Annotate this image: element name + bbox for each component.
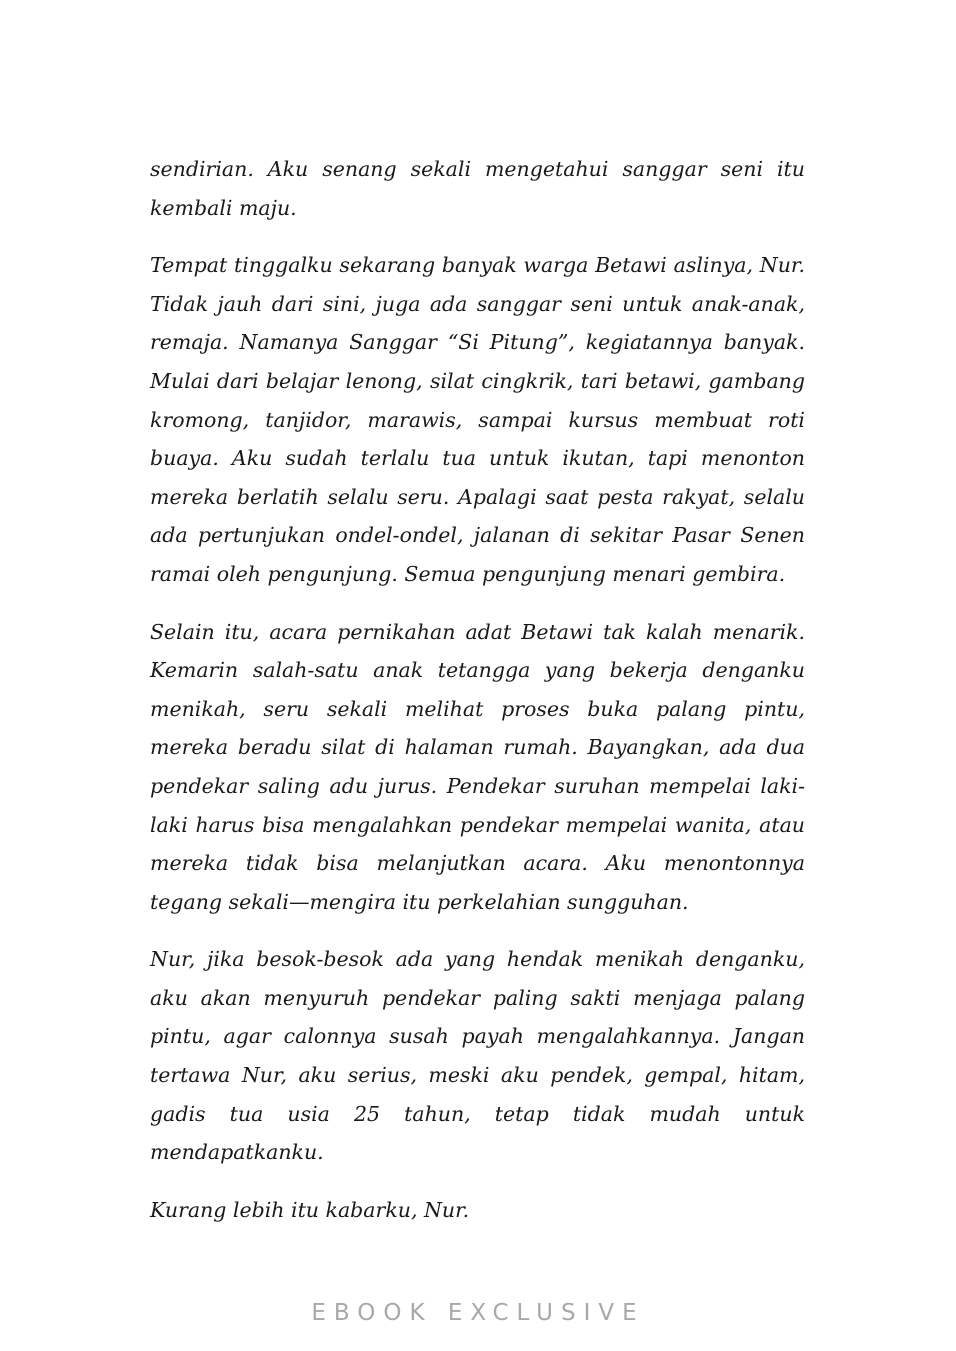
paragraph-4: Nur, jika besok-besok ada yang hendak menikah denganku, aku akan menyuruh pendekar paling sakti menjaga palang pintu, agar calonnya susah payah mengalahkannya. Jangan tertawa Nur, aku serius, meski aku pendek, gempal, hitam, gadis tua usia 25 tahun, tetap tidak mudah untuk mendapatkanku. — [150, 947, 805, 1165]
paragraph-2: Tempat tinggalku sekarang banyak warga Betawi aslinya, Nur. Tidak jauh dari sini, juga ada sanggar seni untuk anak-anak, remaja. Namanya Sanggar “Si Pitung”, kegiatannya banyak. Mulai dari belajar lenong, silat cingkrik, tari betawi, gambang kromong, tanjidor, marawis, sampai kursus membuat roti buaya. Aku sudah terlalu tua untuk ikutan, tapi menonton mereka berlatih selalu seru. Apalagi saat pesta rakyat, selalu ada pertunjukan ondel-ondel, jalanan di sekitar Pasar Senen ramai oleh pengunjung. Semua pengunjung menari gembira. — [150, 253, 805, 586]
paragraph-1: sendirian. Aku senang sekali mengetahui sanggar seni itu kembali maju. — [150, 157, 805, 220]
paragraph-5: Kurang lebih itu kabarku, Nur. — [150, 1197, 470, 1222]
paragraph-3: Selain itu, acara pernikahan adat Betawi tak kalah menarik. Kemarin salah-satu anak tetangga yang bekerja denganku menikah, seru sekali melihat proses buka palang pintu, mereka beradu silat di halaman rumah. Bayangkan, ada dua pendekar saling adu jurus. Pendekar suruhan mempelai laki-laki harus bisa mengalahkan pendekar mempelai wanita, atau mereka tidak bisa melanjutkan acara. Aku menontonnya tegang sekali—mengira itu perkelahian sungguhan. — [150, 619, 805, 914]
page-body — [150, 150, 805, 1248]
footer-label: EBOOK EXCLUSIVE — [311, 1300, 645, 1326]
